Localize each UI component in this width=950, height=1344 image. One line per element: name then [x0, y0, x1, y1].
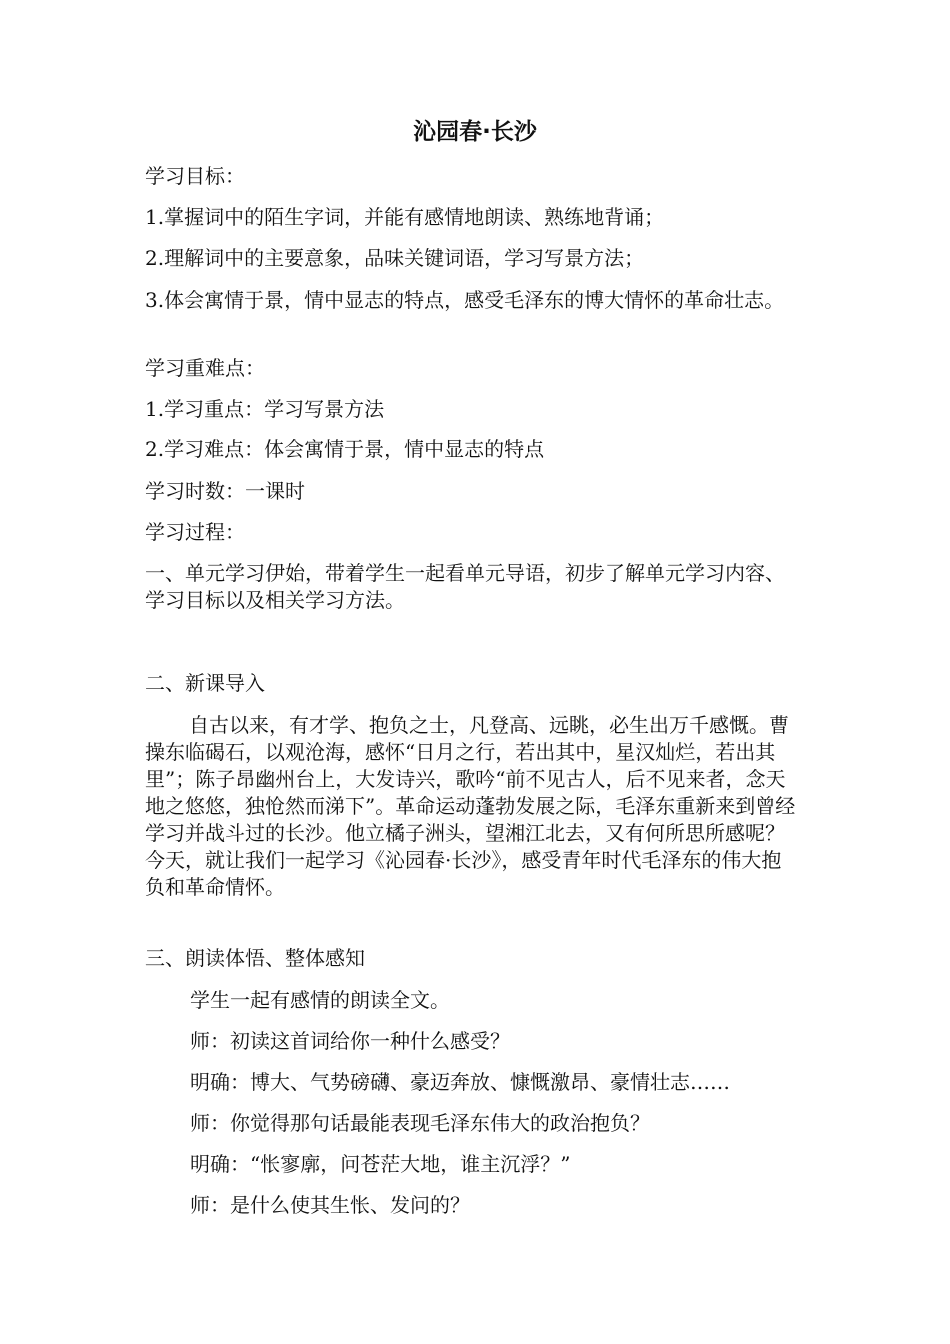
step-two-heading: 二、新课导入 [145, 671, 265, 695]
step-one: 一、单元学习伊始，带着学生一起看单元导语，初步了解单元学习内容、学习目标以及相关学习方法。 [145, 561, 785, 612]
dialogue-line: 师：初读这首词给你一种什么感受？ [190, 1029, 510, 1053]
objectives-heading: 学习目标： [145, 164, 245, 188]
page-title: 沁园春·长沙 [413, 119, 537, 145]
key-points-heading: 学习重难点： [145, 356, 265, 380]
dialogue-line: 明确：博大、气势磅礴、豪迈奔放、慷慨激昂、豪情壮志…… [190, 1070, 730, 1094]
step-three-heading: 三、朗读体悟、整体感知 [145, 946, 365, 970]
key-point-item: 1.学习重点：学习写景方法 [145, 397, 385, 421]
duration-line: 学习时数：一课时 [145, 479, 305, 503]
step-two-body: 自古以来，有才学、抱负之士，凡登高、远眺，必生出万千感慨。曹操东临碣石，以观沧海，感怀“日月之行，若出其中，星汉灿烂，若出其里”；陈子昂幽州台上，大发诗兴，歌吟“前不见古人，后不见来者，念天地之悠悠，独怆然而涕下”。革命运动蓬勃发展之际，毛泽东重新来到曾经学习并战斗过的长沙。他立橘子洲头，望湘江北去，又有何所思所感呢？今天，就让我们一起学习《沁园春·长沙》，感受青年时代毛泽东的伟大抱负和革命情怀。 [145, 713, 796, 899]
dialogue-line: 师：是什么使其生怅、发问的？ [190, 1193, 470, 1217]
objective-item: 2.理解词中的主要意象，品味关键词语，学习写景方法； [145, 246, 645, 270]
key-point-item: 2.学习难点：体会寓情于景，情中显志的特点 [145, 437, 545, 461]
dialogue-line: 学生一起有感情的朗读全文。 [190, 988, 450, 1012]
objective-item: 3.体会寓情于景，情中显志的特点，感受毛泽东的博大情怀的革命壮志。 [145, 288, 785, 312]
dialogue-line: 明确：“怅寥廓，问苍茫大地，谁主沉浮？” [190, 1152, 571, 1176]
objective-item: 1.掌握词中的陌生字词，并能有感情地朗读、熟练地背诵； [145, 205, 665, 229]
dialogue-line: 师：你觉得那句话最能表现毛泽东伟大的政治抱负？ [190, 1111, 650, 1135]
process-heading: 学习过程： [145, 520, 245, 544]
